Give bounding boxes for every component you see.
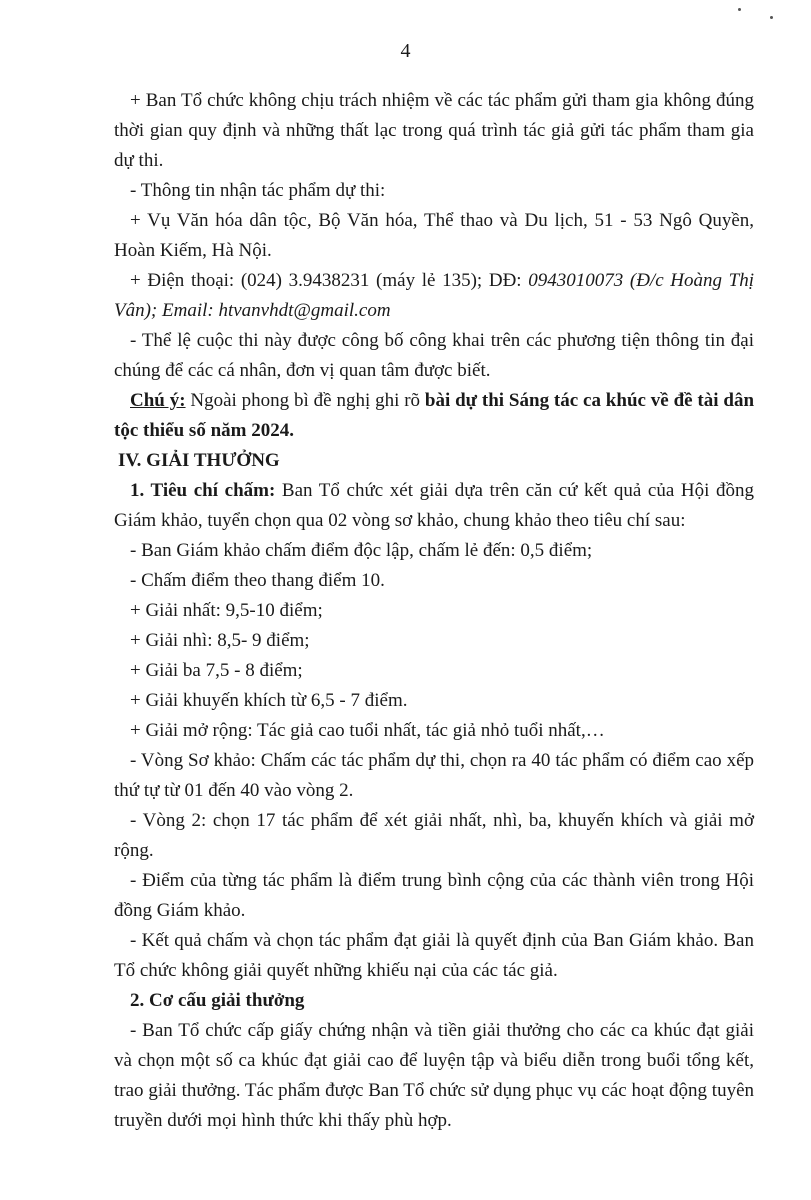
list-item: + Giải khuyến khích từ 6,5 - 7 điểm. [130, 690, 408, 711]
note-paragraph [114, 386, 754, 446]
list-item: + Giải mở rộng: Tác giả cao tuổi nhất, tác giả nhỏ tuổi nhất,… [130, 720, 605, 741]
note-text: Ngoài phong bì đề nghị ghi rõ [185, 390, 425, 411]
list-item: - Vòng Sơ khảo: Chấm các tác phẩm dự thi, chọn ra 40 tác phẩm có điểm cao xếp thứ tự từ 01 đến 40 vào vòng 2. [114, 750, 754, 801]
list-item: - Ban Giám khảo chấm điểm độc lập, chấm lẻ đến: 0,5 điểm; [130, 540, 593, 561]
contact-italic: 0943010073 (Đ/c Hoàng Thị Vân); Email: htvanvhdt@gmail.com [114, 270, 755, 321]
contact-paragraph [114, 266, 754, 326]
paragraph: + Ban Tổ chức không chịu trách nhiệm về các tác phẩm gửi tham gia không đúng thời gian quy định và những thất lạc trong quá trình tác giả gửi tác phẩm tham gia dự thi. [114, 90, 754, 171]
scan-speck [770, 16, 773, 19]
scan-speck [738, 8, 741, 11]
list-item: - Điểm của từng tác phẩm là điểm trung bình cộng của các thành viên trong Hội đồng Giám khảo. [114, 870, 754, 921]
criteria-text: Ban Tổ chức xét giải dựa trên căn cứ kết quả của Hội đồng Giám khảo, tuyển chọn qua 02 vòng sơ khảo, chung khảo theo tiêu chí sau: [114, 480, 754, 531]
list-item: + Giải ba 7,5 - 8 điểm; [130, 660, 303, 681]
section-heading: IV. GIẢI THƯỞNG [118, 450, 280, 471]
note-label: Chú ý: [130, 390, 186, 411]
phone-text: + Điện thoại: (024) 3.9438231 (máy lẻ 135); DĐ: [130, 270, 529, 291]
page-number: 4 [400, 40, 411, 62]
list-item: + Giải nhì: 8,5- 9 điểm; [130, 630, 310, 651]
subsection-heading: 2. Cơ cấu giải thưởng [130, 990, 305, 1011]
list-item: + Giải nhất: 9,5-10 điểm; [130, 600, 323, 621]
paragraph: - Ban Tổ chức cấp giấy chứng nhận và tiền giải thưởng cho các ca khúc đạt giải và chọn một số ca khúc đạt giải cao để luyện tập và biểu diễn trong buổi tổng kết, trao giải thưởng. Tác phẩm được Ban Tổ chức sử dụng phục vụ các hoạt động tuyên truyền dưới mọi hình thức khi thấy phù hợp. [114, 1020, 754, 1131]
list-item: - Chấm điểm theo thang điểm 10. [130, 570, 385, 591]
list-item: - Kết quả chấm và chọn tác phẩm đạt giải là quyết định của Ban Giám khảo. Ban Tổ chức không giải quyết những khiếu nại của các tác giả. [114, 930, 754, 981]
paragraph: + Vụ Văn hóa dân tộc, Bộ Văn hóa, Thể thao và Du lịch, 51 - 53 Ngô Quyền, Hoàn Kiếm, Hà Nội. [114, 210, 754, 261]
criteria-paragraph [114, 476, 754, 536]
paragraph: - Thể lệ cuộc thi này được công bố công khai trên các phương tiện thông tin đại chúng để các cá nhân, đơn vị quan tâm được biết. [114, 330, 754, 381]
paragraph: - Thông tin nhận tác phẩm dự thi: [130, 180, 386, 201]
document-body [114, 86, 754, 1136]
criteria-label: 1. Tiêu chí chấm: [130, 480, 276, 501]
list-item: - Vòng 2: chọn 17 tác phẩm để xét giải nhất, nhì, ba, khuyến khích và giải mở rộng. [114, 810, 754, 861]
note-bold: bài dự thi Sáng tác ca khúc về đề tài dân tộc thiểu số năm 2024. [114, 390, 755, 441]
